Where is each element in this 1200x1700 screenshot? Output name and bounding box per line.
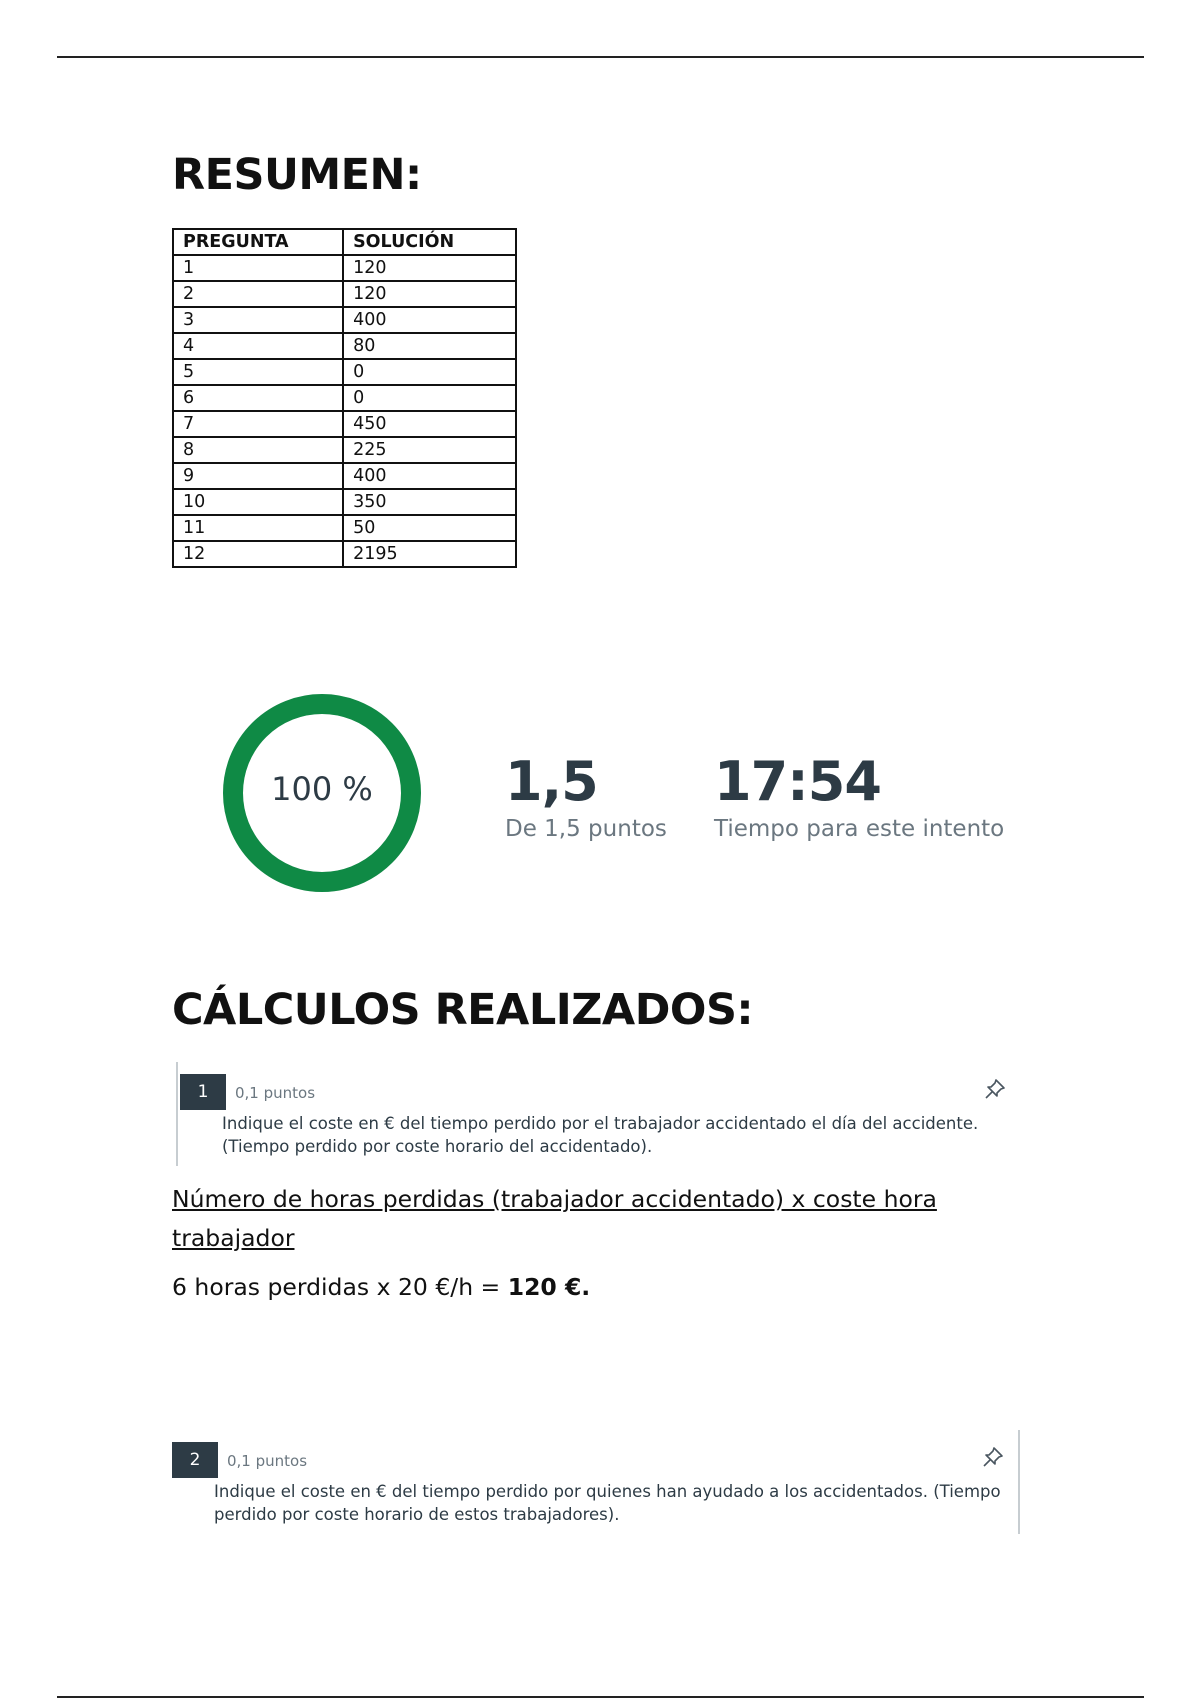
solucion-cell: 2195 bbox=[343, 541, 516, 567]
question-text: Indique el coste en € del tiempo perdido por el trabajador accidentado el día del accidente. (Tiempo perdido por coste horario del accidentado). bbox=[222, 1114, 979, 1156]
points-subtitle: De 1,5 puntos bbox=[505, 816, 667, 842]
solucion-cell: 450 bbox=[343, 411, 516, 437]
pin-icon[interactable] bbox=[982, 1446, 1004, 1468]
pregunta-cell: 11 bbox=[173, 515, 343, 541]
question-card-1 bbox=[176, 1062, 1020, 1166]
calc-result bbox=[172, 1273, 590, 1301]
table-row bbox=[173, 307, 516, 333]
solucion-cell: 350 bbox=[343, 489, 516, 515]
table-row bbox=[173, 515, 516, 541]
solucion-cell: 0 bbox=[343, 359, 516, 385]
pregunta-cell: 4 bbox=[173, 333, 343, 359]
table-row bbox=[173, 359, 516, 385]
time-subtitle: Tiempo para este intento bbox=[714, 816, 1005, 842]
question-number-badge: 2 bbox=[172, 1442, 218, 1478]
pregunta-cell: 1 bbox=[173, 255, 343, 281]
calc-result-text: 6 horas perdidas x 20 €/h = bbox=[172, 1273, 508, 1301]
calculos-heading: CÁLCULOS REALIZADOS: bbox=[172, 985, 754, 1035]
table-row bbox=[173, 411, 516, 437]
calc-result-value: 120 €. bbox=[507, 1273, 591, 1301]
score-percent-label: 100 % bbox=[271, 770, 373, 808]
pregunta-cell: 10 bbox=[173, 489, 343, 515]
pregunta-cell: 12 bbox=[173, 541, 343, 567]
points-value: 1,5 bbox=[505, 750, 598, 813]
table-row bbox=[173, 463, 516, 489]
time-value: 17:54 bbox=[714, 750, 881, 813]
solucion-cell: 225 bbox=[343, 437, 516, 463]
pin-icon[interactable] bbox=[984, 1078, 1006, 1100]
question-text: Indique el coste en € del tiempo perdido por quienes han ayudado a los accidentados. (Tiempo perdido por coste horario de estos trabajadores). bbox=[214, 1482, 1001, 1524]
table-row bbox=[173, 541, 516, 567]
table-row bbox=[173, 385, 516, 411]
solucion-cell: 400 bbox=[343, 307, 516, 333]
question-number-badge: 1 bbox=[180, 1074, 226, 1110]
pregunta-cell: 2 bbox=[173, 281, 343, 307]
table-row bbox=[173, 489, 516, 515]
question-points: 0,1 puntos bbox=[227, 1452, 308, 1470]
table-row bbox=[173, 437, 516, 463]
solucion-cell: 120 bbox=[343, 281, 516, 307]
pregunta-cell: 9 bbox=[173, 463, 343, 489]
pregunta-cell: 3 bbox=[173, 307, 343, 333]
table-header-row bbox=[173, 229, 516, 255]
summary-table bbox=[172, 228, 517, 568]
pregunta-cell: 8 bbox=[173, 437, 343, 463]
resumen-heading: RESUMEN: bbox=[172, 150, 422, 200]
bottom-rule bbox=[57, 1696, 1144, 1698]
solucion-cell: 120 bbox=[343, 255, 516, 281]
table-row bbox=[173, 333, 516, 359]
solucion-cell: 0 bbox=[343, 385, 516, 411]
header-solucion: SOLUCIÓN bbox=[343, 229, 516, 255]
question-card-2 bbox=[172, 1430, 1020, 1534]
table-row bbox=[173, 281, 516, 307]
top-rule bbox=[57, 56, 1144, 58]
header-pregunta: PREGUNTA bbox=[173, 229, 343, 255]
question-points: 0,1 puntos bbox=[235, 1084, 316, 1102]
pregunta-cell: 6 bbox=[173, 385, 343, 411]
pregunta-cell: 7 bbox=[173, 411, 343, 437]
solucion-cell: 400 bbox=[343, 463, 516, 489]
solucion-cell: 80 bbox=[343, 333, 516, 359]
solucion-cell: 50 bbox=[343, 515, 516, 541]
pregunta-cell: 5 bbox=[173, 359, 343, 385]
table-row bbox=[173, 255, 516, 281]
calc-formula: Número de horas perdidas (trabajador accidentado) x coste hora trabajador bbox=[172, 1185, 937, 1252]
